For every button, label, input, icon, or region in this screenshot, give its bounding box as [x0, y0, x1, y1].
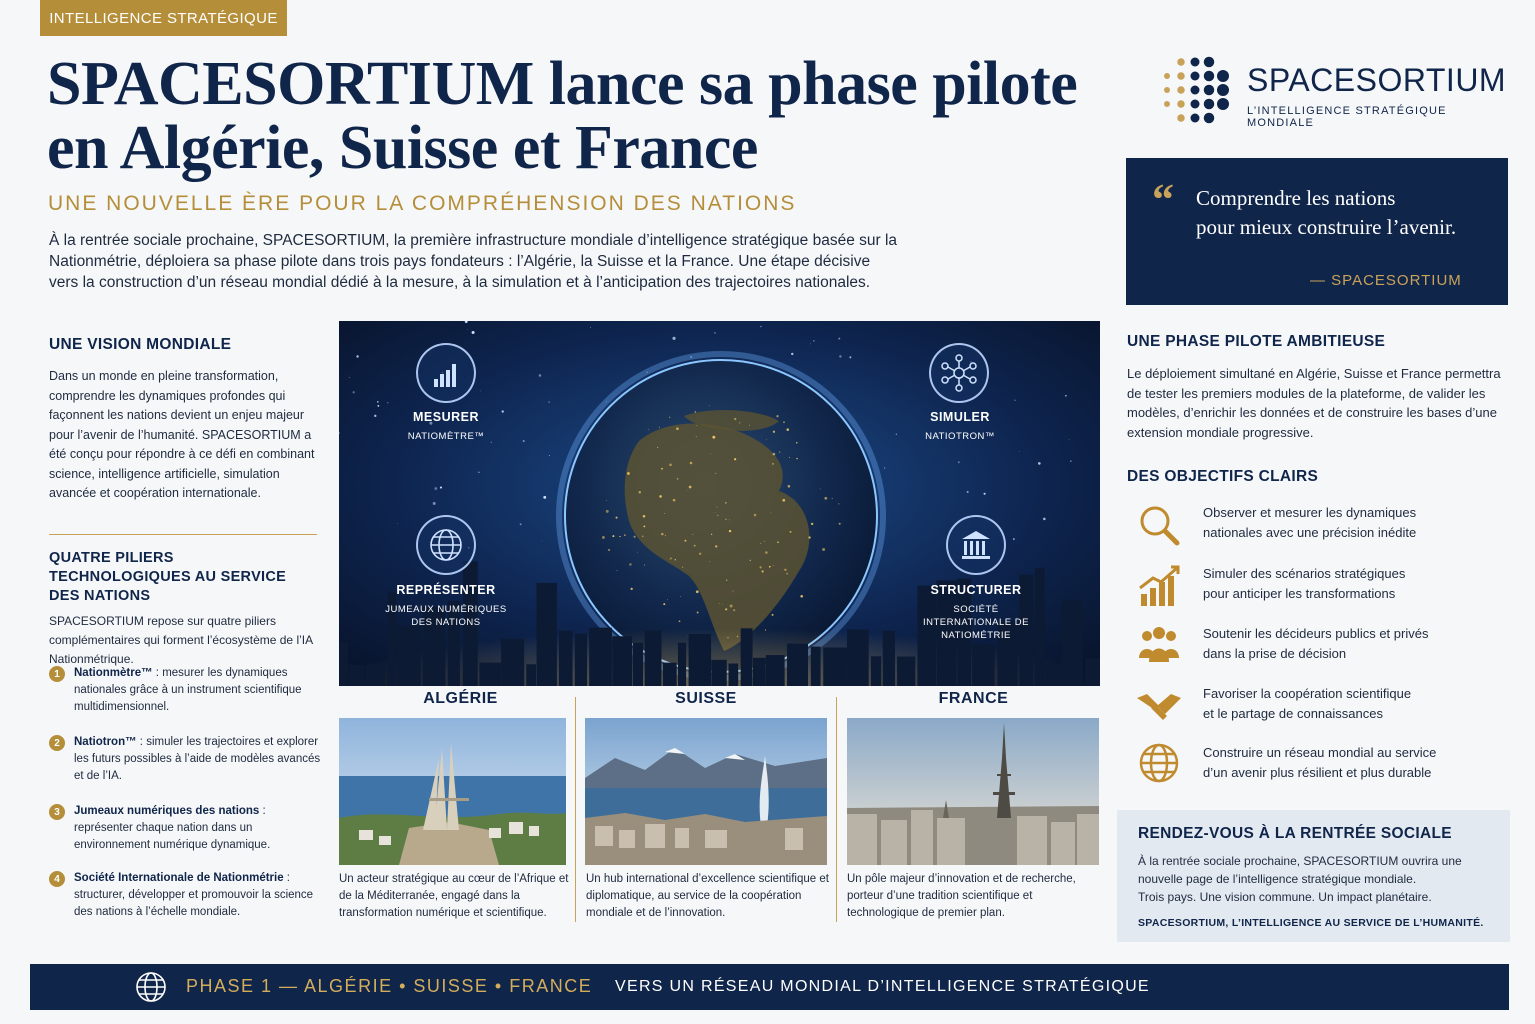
quote-source: — SPACESORTIUM [1310, 272, 1462, 289]
objective-line: et le partage de connaissances [1203, 705, 1383, 721]
hero-label-representer [361, 583, 531, 629]
column-divider [575, 697, 576, 922]
pillar-number: 3 [49, 804, 65, 820]
pillar-text [74, 870, 324, 921]
logo-tagline: L’INTELLIGENCE STRATÉGIQUE MONDIALE [1247, 105, 1447, 129]
pillar-text [74, 665, 324, 716]
objective-line: nationales avec une précision inédite [1203, 524, 1417, 540]
objective-line: Soutenir les décideurs publics et privés [1203, 626, 1429, 641]
globe-icon [135, 971, 167, 1003]
brand-logo [1155, 50, 1515, 130]
quote-box [1126, 158, 1508, 305]
hero-label-mesurer [361, 410, 531, 443]
vision-title: UNE VISION MONDIALE [49, 336, 232, 353]
country-text-algerie: Un acteur stratégique au cœur de l’Afrique et de la Méditerranée, engagé dans la transformation numérique et scientifique. [339, 873, 569, 919]
category-tag: INTELLIGENCE STRATÉGIQUE [40, 0, 287, 36]
objective-item [1135, 684, 1515, 734]
globe-icon [416, 515, 476, 575]
intro-paragraph: À la rentrée sociale prochaine, SPACESORTIUM, la première infrastructure mondiale d’intelligence stratégique basée sur la Nationmétrie, déploiera sa phase pilote dans trois pays fondateurs : l’Algérie, la Suisse et la France. Une étape décisive vers la construction d’un réseau mondial dédié à la mesure, à la simulation et à l’anticipation des trajectoires nationales. [49, 232, 898, 291]
objective-text [1203, 503, 1503, 542]
rendez-vous-box [1117, 810, 1510, 942]
bar-chart-icon [416, 343, 476, 403]
pillar-name: Société Internationale de Nationmétrie [74, 872, 284, 884]
hero-label-sub: NATIOTRON™ [925, 431, 995, 442]
pillars-intro: SPACESORTIUM repose sur quatre piliers complémentaires qui forment l’écosystème de l’IA Nationmétrique. [49, 614, 313, 666]
pillar-name: Jumeaux numériques des nations [74, 805, 260, 817]
pillar-desc: : structurer, développer et promouvoir la science des nations à l’échelle mondiale. [74, 872, 314, 918]
objective-line: Favoriser la coopération scientifique [1203, 686, 1412, 701]
country-title-france: FRANCE [938, 690, 1009, 707]
geneva-photo [585, 718, 827, 865]
pilot-text: Le déploiement simultané en Algérie, Suisse et France permettra de tester les premiers modules de la plateforme, de valider les modèles, d’enrichir les données et de construire les bases d’une extension mondiale progressive. [1127, 366, 1501, 440]
pillar-name: Nationmètre™ [74, 667, 153, 679]
quote-line-2: pour mieux construire l’avenir. [1196, 215, 1457, 239]
rdv-title: RENDEZ-VOUS À LA RENTRÉE SOCIALE [1138, 825, 1452, 842]
pillar-number: 2 [49, 735, 65, 751]
vision-section [49, 336, 319, 504]
vision-text: Dans un monde en pleine transformation, comprendre les dynamiques profondes qui façonnent les nations devient un enjeu majeur pour l’avenir de l’humanité. SPACESORTIUM a été conçu pour répondre à ce défi en combinant science, intelligence artificielle, simulation avancée et coopération internationale. [49, 369, 315, 500]
hero-label-sub: NATIOMÈTRE™ [407, 431, 485, 442]
rdv-line: À la rentrée sociale prochaine, SPACESORTIUM ouvrira une [1138, 854, 1462, 868]
logo-dots-icon [1155, 50, 1235, 130]
hero-label-title: STRUCTURER [930, 583, 1022, 597]
divider [49, 534, 317, 535]
people-icon [1135, 624, 1183, 670]
pillars-title: QUATRE PILIERS TECHNOLOGIQUES AU SERVICE DES NATIONS [49, 550, 287, 604]
rdv-text [1138, 852, 1498, 906]
hero-label-simuler [875, 410, 1045, 443]
objective-item [1135, 564, 1515, 614]
headline-line-1: SPACESORTIUM lance sa phase pilote [47, 50, 1078, 118]
objective-line: d’un avenir plus résilient et plus durable [1203, 764, 1432, 780]
hero-label-title: SIMULER [930, 410, 990, 424]
pillar-desc: : simuler les trajectoires et explorer les futurs possibles à l’aide de modèles avancés et de l’IA. [74, 736, 321, 782]
objective-text [1203, 743, 1503, 782]
pillars-section [49, 549, 319, 669]
country-title-suisse: SUISSE [675, 690, 737, 707]
rdv-line: nouvelle page de l’intelligence stratégique mondiale. [1138, 872, 1417, 886]
objective-line: Observer et mesurer les dynamiques [1203, 505, 1417, 520]
rdv-signature: SPACESORTIUM, L’INTELLIGENCE AU SERVICE DE L’HUMANITÉ. [1138, 917, 1484, 929]
objective-item [1135, 743, 1515, 793]
footer-banner [30, 964, 1509, 1010]
paris-photo [847, 718, 1099, 865]
country-title-algerie: ALGÉRIE [423, 690, 498, 707]
hero-label-title: MESURER [412, 410, 479, 424]
objective-text [1203, 684, 1503, 723]
globe-hero-image [339, 321, 1100, 686]
objective-text [1203, 624, 1503, 663]
globe-icon [1135, 743, 1183, 789]
hero-label-sub: JUMEAUX NUMÉRIQUES DES NATIONS [385, 604, 507, 628]
hero-label-title: REPRÉSENTER [396, 583, 496, 597]
pilot-section [1127, 333, 1527, 442]
growth-chart-icon [1135, 564, 1183, 610]
pilot-title: UNE PHASE PILOTE AMBITIEUSE [1127, 333, 1386, 350]
pillar-desc: : représenter chaque nation dans un environnement numérique dynamique. [74, 805, 271, 851]
hero-label-sub: SOCIÉTÉ INTERNATIONALE DE NATIOMÉTRIE [923, 604, 1029, 641]
objective-item [1135, 624, 1515, 674]
headline [47, 52, 1127, 180]
pillar-desc: : mesurer les dynamiques nationales grâce à un instrument scientifique multidimensionnel. [74, 667, 302, 713]
network-icon [929, 343, 989, 403]
quote-line-1: Comprendre les nations [1196, 186, 1396, 210]
pillar-text [74, 734, 324, 785]
pillar-number: 1 [49, 666, 65, 682]
objective-item [1135, 503, 1515, 553]
pillar-name: Natiotron™ [74, 736, 137, 748]
objective-text [1203, 564, 1503, 603]
objectives-title-wrap [1127, 468, 1527, 486]
rdv-line: Trois pays. Une vision commune. Un impact planétaire. [1138, 890, 1432, 904]
objective-line: Simuler des scénarios stratégiques [1203, 566, 1406, 581]
institution-icon [946, 515, 1006, 575]
quote-mark-icon: “ [1152, 175, 1174, 224]
objective-line: pour anticiper les transformations [1203, 585, 1396, 601]
algiers-photo [339, 718, 566, 865]
footer-phase: PHASE 1 — ALGÉRIE • SUISSE • FRANCE [186, 976, 593, 996]
subheadline: UNE NOUVELLE ÈRE POUR LA COMPRÉHENSION DES NATIONS [48, 192, 797, 215]
pillar-text [74, 803, 324, 854]
country-text-france: Un pôle majeur d’innovation et de recherche, porteur d’une tradition scientifique et technologique de premier plan. [847, 873, 1076, 919]
logo-name: SPACESORTIUM [1247, 62, 1507, 98]
column-divider [836, 697, 837, 922]
quote-text [1196, 184, 1496, 242]
magnifier-icon [1135, 503, 1183, 549]
pillar-number: 4 [49, 871, 65, 887]
country-text-suisse: Un hub international d’excellence scientifique et diplomatique, au service de la coopération mondiale et de l’innovation. [586, 873, 829, 919]
headline-line-2: en Algérie, Suisse et France [47, 114, 758, 182]
objective-line: Construire un réseau mondial au service [1203, 745, 1437, 760]
objective-line: dans la prise de décision [1203, 645, 1347, 661]
hero-label-structurer [891, 583, 1061, 642]
objectives-title: DES OBJECTIFS CLAIRS [1127, 468, 1319, 485]
footer-tagline: VERS UN RÉSEAU MONDIAL D’INTELLIGENCE STRATÉGIQUE [615, 978, 1150, 995]
handshake-icon [1135, 684, 1183, 730]
